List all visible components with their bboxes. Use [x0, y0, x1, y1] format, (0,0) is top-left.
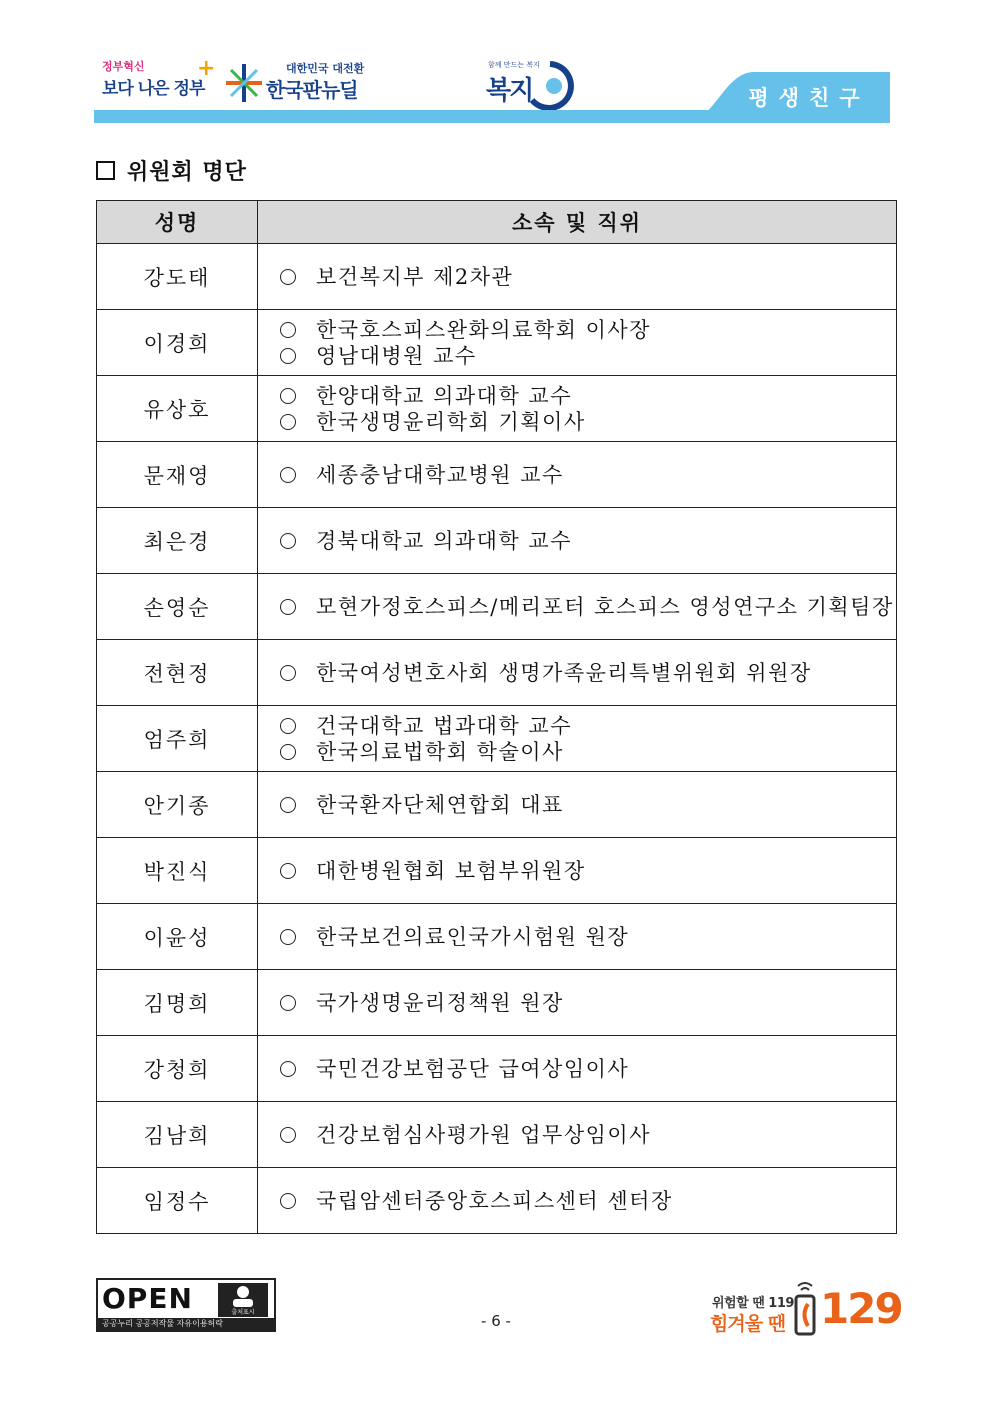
- member-name: 전현정: [97, 640, 258, 706]
- open-logo-strip-text: 공공누리 공공저작물 자유이용허락: [102, 1319, 224, 1328]
- circle-bullet-icon: [280, 863, 296, 879]
- affiliation-item: [280, 462, 896, 488]
- circle-bullet-icon: [280, 414, 296, 430]
- table-row: [97, 1102, 897, 1168]
- table-row: [97, 574, 897, 640]
- circle-bullet-icon: [280, 322, 296, 338]
- logo-newdeal-big-text: 한국판뉴딜: [266, 78, 358, 102]
- logo-gov-big-text: 보다 나은 정부: [102, 79, 205, 99]
- table-row: [97, 442, 897, 508]
- table-header-row: [97, 201, 897, 244]
- member-affiliation-cell: [258, 1036, 897, 1102]
- affiliation-item: [280, 739, 896, 765]
- member-name: 문재영: [97, 442, 258, 508]
- logo-gov-small-text: 정부혁신: [102, 60, 145, 73]
- affiliation-item: [280, 343, 896, 369]
- affiliation-text: 한양대학교 의과대학 교수: [316, 383, 572, 408]
- korean-new-deal-logo: [224, 60, 374, 110]
- affiliation-text: 한국생명윤리학회 기획이사: [316, 409, 586, 434]
- member-name: 김남희: [97, 1102, 258, 1168]
- affiliation-item: [280, 383, 896, 409]
- phone-icon: [792, 1280, 818, 1336]
- logo-welfare-small-text: 함께 만드는 복지: [488, 61, 540, 69]
- member-name: 이윤성: [97, 904, 258, 970]
- member-name: 유상호: [97, 376, 258, 442]
- member-affiliation-cell: [258, 376, 897, 442]
- circle-bullet-icon: [280, 718, 296, 734]
- circle-bullet-icon: [280, 348, 296, 364]
- page-header: [94, 50, 890, 125]
- affiliation-item: [280, 660, 896, 686]
- table-row: [97, 244, 897, 310]
- table-row: [97, 310, 897, 376]
- person-icon: [218, 1283, 268, 1309]
- member-name: 김명희: [97, 970, 258, 1036]
- affiliation-text: 모현가정호스피스/메리포터 호스피스 영성연구소 기획팀장: [316, 594, 894, 619]
- member-affiliation-cell: [258, 508, 897, 574]
- government-innovation-logo: [102, 56, 216, 108]
- committee-table: [96, 200, 897, 1234]
- member-name: 강도태: [97, 244, 258, 310]
- section-title: [96, 155, 247, 186]
- table-row: [97, 706, 897, 772]
- circle-bullet-icon: [280, 388, 296, 404]
- hotline-line1: 위험할 땐 119: [712, 1296, 794, 1311]
- member-name: 강청희: [97, 1036, 258, 1102]
- member-affiliation-cell: [258, 1102, 897, 1168]
- hotline-number: 129: [820, 1284, 902, 1333]
- plus-icon: +: [197, 56, 216, 81]
- affiliation-item: [280, 924, 896, 950]
- member-affiliation-cell: [258, 1168, 897, 1234]
- member-affiliation-cell: [258, 244, 897, 310]
- circle-bullet-icon: [280, 599, 296, 615]
- table-row: [97, 508, 897, 574]
- affiliation-text: 한국여성변호사회 생명가족윤리특별위원회 위원장: [316, 660, 812, 685]
- circle-bullet-icon: [280, 1127, 296, 1143]
- header-tab-label: 평생친구: [748, 86, 870, 110]
- member-name: 임정수: [97, 1168, 258, 1234]
- table-row: [97, 1036, 897, 1102]
- affiliation-text: 국민건강보험공단 급여상임이사: [316, 1056, 630, 1081]
- affiliation-text: 세종충남대학교병원 교수: [316, 462, 564, 487]
- circle-bullet-icon: [280, 929, 296, 945]
- crescent-icon: [524, 60, 576, 112]
- table-row: [97, 772, 897, 838]
- circle-bullet-icon: [280, 269, 296, 285]
- affiliation-item: [280, 264, 896, 290]
- member-affiliation-cell: [258, 772, 897, 838]
- table-body: [97, 244, 897, 1234]
- circle-bullet-icon: [280, 995, 296, 1011]
- affiliation-text: 경북대학교 의과대학 교수: [316, 528, 572, 553]
- affiliation-item: [280, 1122, 896, 1148]
- affiliation-text: 한국환자단체연합회 대표: [316, 792, 564, 817]
- affiliation-text: 보건복지부 제2차관: [316, 264, 514, 289]
- member-affiliation-cell: [258, 970, 897, 1036]
- affiliation-item: [280, 713, 896, 739]
- welfare-logo: [484, 56, 584, 111]
- member-name: 엄주희: [97, 706, 258, 772]
- member-affiliation-cell: [258, 310, 897, 376]
- attribution-badge-text: 출처표시: [231, 1309, 255, 1316]
- circle-bullet-icon: [280, 467, 296, 483]
- affiliation-text: 건국대학교 법과대학 교수: [316, 713, 572, 738]
- affiliation-item: [280, 317, 896, 343]
- affiliation-text: 국가생명윤리정책원 원장: [316, 990, 564, 1015]
- checkbox-square-icon: [96, 161, 115, 180]
- header-name: 성명: [97, 201, 258, 244]
- circle-bullet-icon: [280, 665, 296, 681]
- hotline-line2: 힘겨울 땐: [710, 1313, 786, 1335]
- table-row: [97, 376, 897, 442]
- member-name: 최은경: [97, 508, 258, 574]
- affiliation-item: [280, 990, 896, 1016]
- affiliation-item: [280, 858, 896, 884]
- affiliation-text: 건강보험심사평가원 업무상임이사: [316, 1122, 651, 1147]
- affiliation-item: [280, 409, 896, 435]
- member-affiliation-cell: [258, 574, 897, 640]
- affiliation-text: 대한병원협회 보험부위원장: [316, 858, 586, 883]
- affiliation-text: 국립암센터중앙호스피스센터 센터장: [316, 1188, 673, 1213]
- open-logo-word: OPEN: [102, 1282, 193, 1315]
- table-row: [97, 904, 897, 970]
- member-affiliation-cell: [258, 706, 897, 772]
- logo-welfare-big-text: 복지: [486, 76, 533, 106]
- affiliation-text: 영남대병원 교수: [316, 343, 477, 368]
- circle-bullet-icon: [280, 744, 296, 760]
- member-name: 이경희: [97, 310, 258, 376]
- hotline-129-logo: [708, 1276, 902, 1336]
- member-affiliation-cell: [258, 838, 897, 904]
- circle-bullet-icon: [280, 533, 296, 549]
- affiliation-item: [280, 1188, 896, 1214]
- member-affiliation-cell: [258, 904, 897, 970]
- member-affiliation-cell: [258, 442, 897, 508]
- member-name: 손영순: [97, 574, 258, 640]
- member-name: 안기종: [97, 772, 258, 838]
- affiliation-item: [280, 594, 896, 620]
- affiliation-text: 한국보건의료인국가시험원 원장: [316, 924, 630, 949]
- affiliation-item: [280, 528, 896, 554]
- table-row: [97, 838, 897, 904]
- member-name: 박진식: [97, 838, 258, 904]
- affiliation-text: 한국의료법학회 학술이사: [316, 739, 564, 764]
- circle-bullet-icon: [280, 1193, 296, 1209]
- sparkle-icon: [224, 62, 264, 104]
- table-row: [97, 970, 897, 1036]
- circle-bullet-icon: [280, 1061, 296, 1077]
- table-row: [97, 640, 897, 706]
- table-row: [97, 1168, 897, 1234]
- header-affiliation: 소속 및 직위: [258, 201, 897, 244]
- affiliation-item: [280, 1056, 896, 1082]
- page-number: - 6 -: [481, 1312, 511, 1330]
- logo-newdeal-small-text: 대한민국 대전환: [286, 62, 365, 75]
- section-title-text: 위원회 명단: [127, 160, 247, 185]
- affiliation-text: 한국호스피스완화의료학회 이사장: [316, 317, 651, 342]
- member-affiliation-cell: [258, 640, 897, 706]
- affiliation-item: [280, 792, 896, 818]
- circle-bullet-icon: [280, 797, 296, 813]
